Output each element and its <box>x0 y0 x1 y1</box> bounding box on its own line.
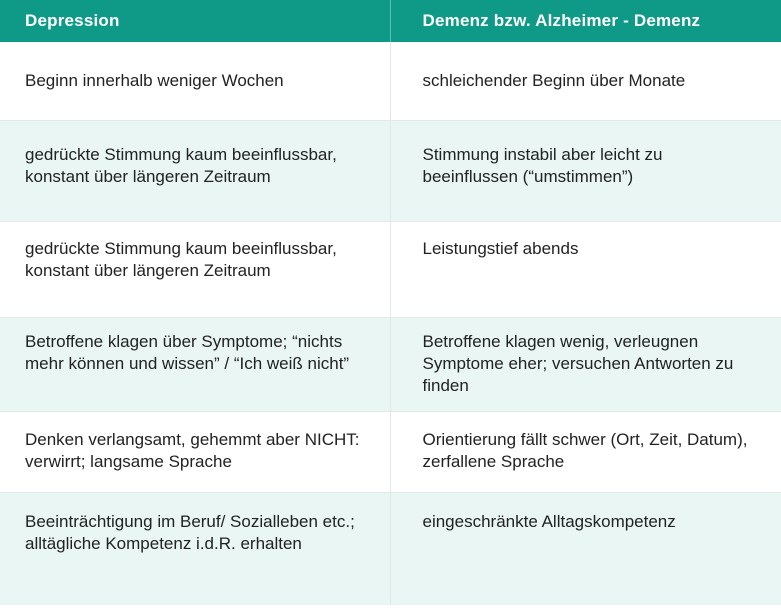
depression-cell: gedrückte Stimmung kaum beeinflussbar, konstant über längeren Zeitraum <box>0 221 390 317</box>
table-row <box>0 411 781 492</box>
demenz-cell: eingeschränkte Alltagskompetenz <box>390 492 781 605</box>
depression-cell: Beeinträchtigung im Beruf/ Sozialleben etc.; alltägliche Kompetenz i.d.R. erhalten <box>0 492 390 605</box>
demenz-cell: Leistungstief abends <box>390 221 781 317</box>
depression-cell: gedrückte Stimmung kaum beeinflussbar, konstant über längeren Zeitraum <box>0 120 390 221</box>
depression-cell: Beginn innerhalb weniger Wochen <box>0 42 390 120</box>
table-row <box>0 120 781 221</box>
table-row <box>0 492 781 605</box>
table-row <box>0 42 781 120</box>
header-demenz: Demenz bzw. Alzheimer - Demenz <box>390 0 781 42</box>
header-row <box>0 0 781 42</box>
demenz-cell: schleichender Beginn über Monate <box>390 42 781 120</box>
demenz-cell: Stimmung instabil aber leicht zu beeinflussen (“umstimmen”) <box>390 120 781 221</box>
table-row <box>0 221 781 317</box>
demenz-cell: Betroffene klagen wenig, verleugnen Symptome eher; versuchen Antworten zu finden <box>390 317 781 411</box>
depression-cell: Denken verlangsamt, gehemmt aber NICHT: verwirrt; langsame Sprache <box>0 411 390 492</box>
demenz-cell: Orientierung fällt schwer (Ort, Zeit, Datum), zerfallene Sprache <box>390 411 781 492</box>
table-row <box>0 317 781 411</box>
depression-cell: Betroffene klagen über Symptome; “nichts mehr können und wissen” / “Ich weiß nicht” <box>0 317 390 411</box>
header-depression: Depression <box>0 0 390 42</box>
